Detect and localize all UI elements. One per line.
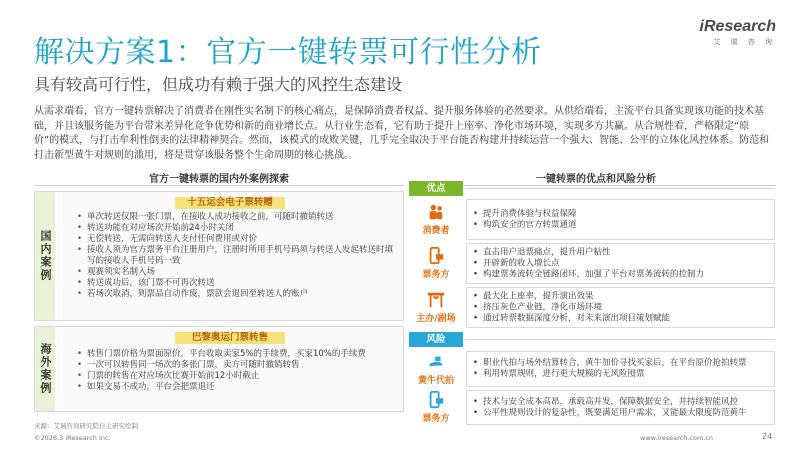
domestic-case-region (34, 191, 404, 321)
advantage-row-organizer (409, 287, 775, 328)
list-item: • 若场次取消，则票品自动作废，票款会退回至转送人的账户 (77, 289, 397, 300)
overseas-case-label-box (35, 327, 55, 411)
advantage-box (466, 243, 775, 284)
advantage-list (473, 291, 670, 324)
list-item: • 转送功能在对应场次开始前24小时关闭 (77, 223, 397, 234)
list-item: • 接收人须为官方票务平台注册用户，注册时所用手机号码须与转送人发起转送时填写的接收人手机号码一致 (77, 245, 397, 267)
source-note: 来源：艾瑞咨询研究院自主研究绘制 (34, 422, 138, 430)
list-item: • 提升消费体验与权益保障 (473, 209, 577, 220)
list-item: • 构筑安全的官方转票通道 (473, 220, 577, 231)
risk-icon-box (409, 390, 463, 425)
risk-list (473, 397, 747, 419)
advantage-list (473, 209, 577, 231)
analysis-divider (416, 185, 776, 186)
list-item: • 如果交易不成功，平台会把票退还 (77, 382, 407, 393)
cases-heading: 官方一键转票的国内外案例探索 (149, 174, 289, 185)
advantage-icon-box (409, 199, 463, 240)
analysis-heading: 一键转票的优点和风险分析 (536, 174, 656, 185)
domestic-case-label-box (35, 192, 55, 320)
advantages-tag: 优点 (409, 181, 463, 196)
people-icon (427, 203, 445, 221)
overseas-case-body (57, 327, 403, 411)
list-item: • 通过转票数据深度分析，对未来演出项目策划赋能 (473, 313, 670, 324)
overseas-case-title: 巴黎奥运门票转售 (175, 332, 285, 344)
list-item: • 一次可以转售同一场次的多张门票，卖方可随时撤销转售 (77, 360, 407, 371)
page-number: 24 (762, 432, 773, 441)
advantage-box (466, 287, 775, 328)
list-item: • 利用转票规则，进行更大规模的无风险囤票 (473, 369, 747, 380)
footer-link[interactable]: www.iresearch.com.cn (640, 434, 714, 442)
advantages-divider (465, 188, 775, 189)
risk-box (466, 351, 775, 387)
list-item: • 挤压灰色产业链，净化市场环境 (473, 302, 670, 313)
advantage-list (473, 247, 704, 280)
advantage-label: 票务方 (422, 270, 450, 280)
list-item: • 开辟新的收入增长点 (473, 258, 704, 269)
domestic-case-label: 国内案例 (39, 230, 52, 282)
list-item: • 技术与安全成本高昂，承载高并发，保障数据安全，并持续智能风控 (473, 397, 747, 408)
risk-list (473, 358, 747, 380)
list-item: • 公平性规则设计的复杂性，既要满足用户需求，又能最大限度防范黄牛 (473, 408, 747, 419)
risk-box (466, 390, 775, 425)
risk-row-ticketing (409, 390, 775, 425)
list-item: • 转送成功后，该门票不可再次转送 (77, 278, 397, 289)
overseas-case-label: 海外案例 (39, 343, 52, 395)
copyright: ©2026.3 iResearch Inc. (34, 434, 111, 442)
advantage-label: 主办/剧场 (416, 314, 456, 324)
cases-divider (34, 185, 404, 186)
page-subtitle: 具有较高可行性，但成功有赖于强大的风控生态建设 (34, 75, 403, 94)
logo-brand-text: iResearch (699, 18, 776, 35)
domestic-case-list (77, 212, 397, 300)
list-item: • 构建票务流转全链路闭环，加强了平台对票务流转的控制力 (473, 269, 704, 280)
logo-subtitle: 艾 瑞 咨 询 (713, 38, 776, 46)
list-item: • 单次转送仅限一张门票，在接收人成功接收之前，可随时撤销转送 (77, 212, 397, 223)
advantage-label: 消费者 (422, 226, 450, 236)
list-item: • 最大化上座率，提升演出效果 (473, 291, 670, 302)
list-item: • 转售门票价格为票面原价，平台收取卖家5%的手续费，买家10%的手续费 (77, 349, 407, 360)
risk-label: 黄牛代拍 (417, 375, 454, 386)
risk-icon-box (409, 351, 463, 387)
risk-label: 票务方 (422, 414, 450, 424)
logo-brand (700, 18, 777, 36)
risks-divider (465, 339, 775, 340)
overseas-case-region (34, 326, 404, 412)
hand-icon (427, 353, 445, 371)
advantage-icon-box (409, 243, 463, 284)
overseas-case-list (77, 349, 407, 393)
list-item: • 职业代拍与场外结算转合，黄牛加价寻找买家后，在平台原价抢拍转票 (473, 358, 747, 369)
list-item: • 观赛须实名制入场 (77, 267, 397, 278)
advantage-icon-box (409, 287, 463, 328)
advantage-row-consumer (409, 199, 775, 240)
domestic-case-body (57, 192, 403, 320)
advantage-row-ticketing (409, 243, 775, 284)
list-item: • 门票的转售在对应场次比赛开始前12小时截止 (77, 371, 407, 382)
intro-paragraph: 从需求端看，官方一键转票解决了消费者在刚性实名制下的核心痛点，是保障消费者权益、提升服务体验的必然要求。从供给端看，主流平台具备实现该功能的技术基础，并且该服务能为平台带来差异化竞争优势和新的商业增长点。从行业生态看，它有助于提升上座率、净化市场环境，实现多方共赢。从合规性看，严格限定“原价”的模式，与打击牟利性倒卖的法律精神契合。然而，该模式的成败关键，几乎完全取决于平台能否构建并持续运营一个强大、智能、公平的立体化风控体系。防范和打击新型黄牛对规则的滥用，将是贯穿该服务整个生命周期的核心挑战。 (34, 106, 770, 161)
list-item: • 直击用户退票痛点，提升用户粘性 (473, 247, 704, 258)
iresearch-logo (700, 18, 777, 47)
phone-ticket-icon (427, 247, 445, 265)
domestic-case-title: 十五运会电子票转赠 (175, 197, 285, 209)
phone-ticket-icon (427, 391, 445, 409)
page-title: 解决方案1：官方一键转票可行性分析 (34, 35, 542, 70)
risk-row-scalpers (409, 351, 775, 387)
risks-tag: 风险 (409, 332, 463, 347)
venue-icon (427, 291, 445, 309)
advantage-box (466, 199, 775, 240)
list-item: • 无偿转送，无需向转送人支付任何费用或对价 (77, 234, 397, 245)
